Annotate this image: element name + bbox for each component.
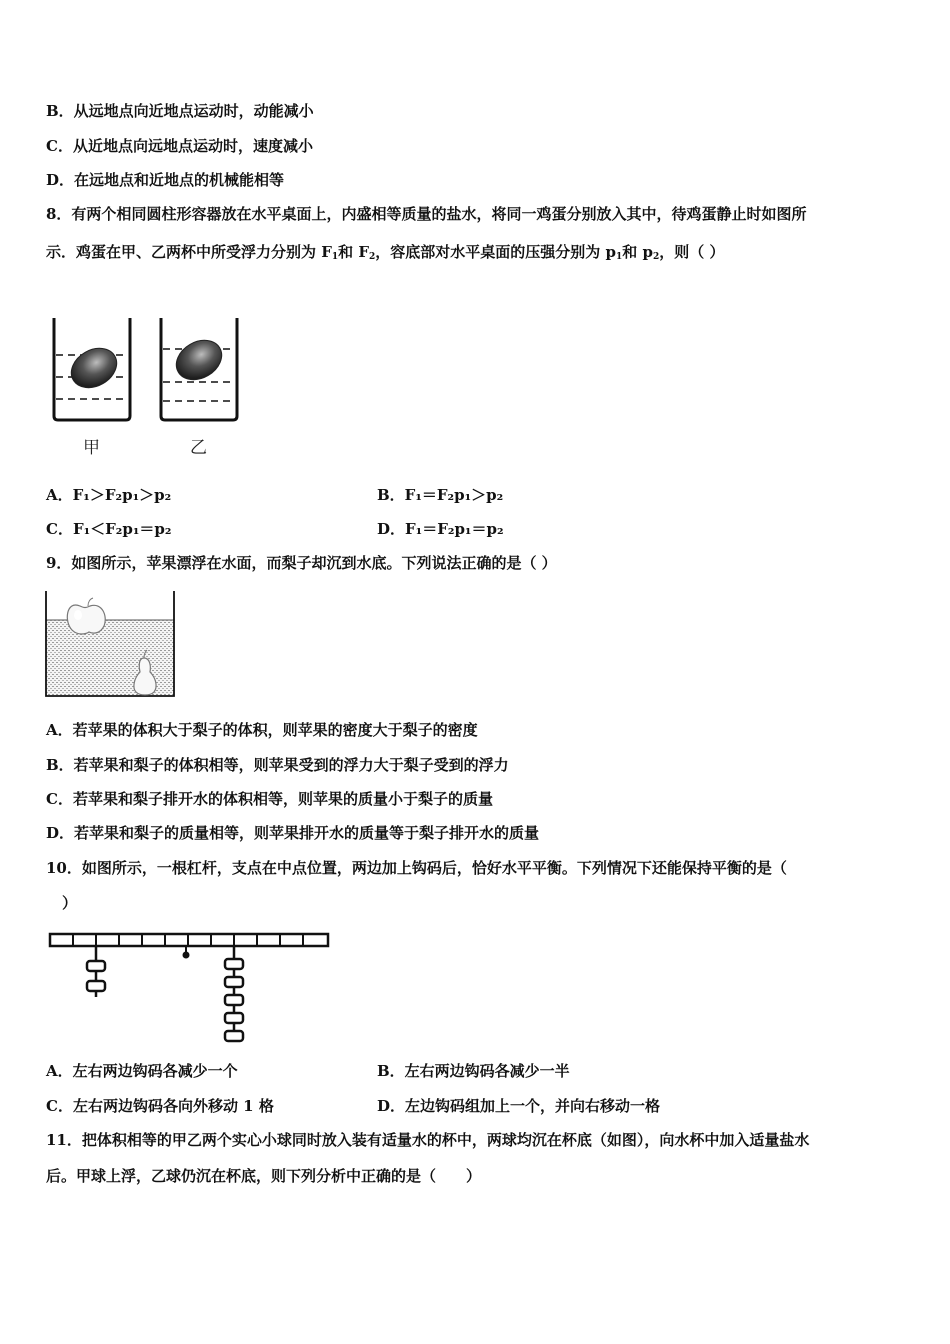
cup-right: [161, 318, 237, 420]
apple-pear-figure: [44, 590, 178, 700]
q10-option-b: B．左右两边钩码各减少一半: [377, 1062, 570, 1080]
q8-option-b: B．F₁＝F₂p₁＞p₂: [377, 486, 504, 504]
apple-icon: [67, 598, 105, 634]
q10-stem-line1: 10．如图所示，一根杠杆，支点在中点位置，两边加上钩码后，恰好水平平衡。下列情况下还能保持平衡的是（: [46, 859, 787, 877]
q10-option-c: C．左右两边钩码各向外移动 1 格: [46, 1097, 274, 1115]
q10-stem-line2: ）: [62, 894, 78, 912]
q9-option-b: B．若苹果和梨子的体积相等，则苹果受到的浮力大于梨子受到的浮力: [46, 756, 509, 774]
q8-option-d: D．F₁＝F₂p₁＝p₂: [377, 520, 504, 538]
egg-right: [169, 332, 229, 387]
right-weights: [225, 946, 243, 1041]
q9-option-a: A．若苹果的体积大于梨子的体积，则苹果的密度大于梨子的密度: [46, 721, 478, 739]
lever-figure: [44, 925, 334, 1050]
q11-stem-line2: 后。甲球上浮，乙球仍沉在杯底，则下列分析中正确的是（ ）: [46, 1167, 482, 1185]
cup-right-label: 乙: [190, 438, 207, 458]
cup-left-label: 甲: [83, 438, 100, 458]
q11-stem-line1: 11．把体积相等的甲乙两个实心小球同时放入装有适量水的杯中，两球均沉在杯底（如图），向水杯中加入适量盐水: [46, 1131, 810, 1149]
q10-option-d: D．左边钩码组加上一个，并向右移动一格: [377, 1097, 661, 1115]
q7-option-c: C．从近地点向远地点运动时，速度减小: [46, 137, 313, 155]
q9-option-c: C．若苹果和梨子排开水的体积相等，则苹果的质量小于梨子的质量: [46, 790, 493, 808]
q8-option-c: C．F₁＜F₂p₁＝p₂: [46, 520, 172, 538]
q10-option-a: A．左右两边钩码各减少一个: [46, 1062, 238, 1080]
q9-option-d: D．若苹果和梨子的质量相等，则苹果排开水的质量等于梨子排开水的质量: [46, 824, 540, 842]
q8-stem-line2: 示．鸡蛋在甲、乙两杯中所受浮力分别为 $F_1$和 $F_2$，容底部对水平桌面的压强分别为 $p_1$和 $p_2$，则（ ）: [46, 243, 725, 262]
left-weights: [87, 946, 105, 997]
q9-stem: 9．如图所示，苹果漂浮在水面，而梨子却沉到水底。下列说法正确的是（ ）: [46, 554, 557, 572]
egg-left: [64, 340, 124, 395]
egg-cups-figure: [44, 300, 254, 430]
q7-option-d: D．在远地点和近地点的机械能相等: [46, 171, 285, 189]
cup-left: [54, 318, 130, 420]
q8-option-a: A．F₁＞F₂p₁＞p₂: [46, 486, 172, 504]
q8-stem-line1: 8．有两个相同圆柱形容器放在水平桌面上，内盛相等质量的盐水，将同一鸡蛋分别放入其中，待鸡蛋静止时如图所: [46, 205, 807, 223]
q7-option-b: B．从远地点向近地点运动时，动能减小: [46, 102, 314, 120]
fulcrum-icon: [183, 946, 190, 959]
